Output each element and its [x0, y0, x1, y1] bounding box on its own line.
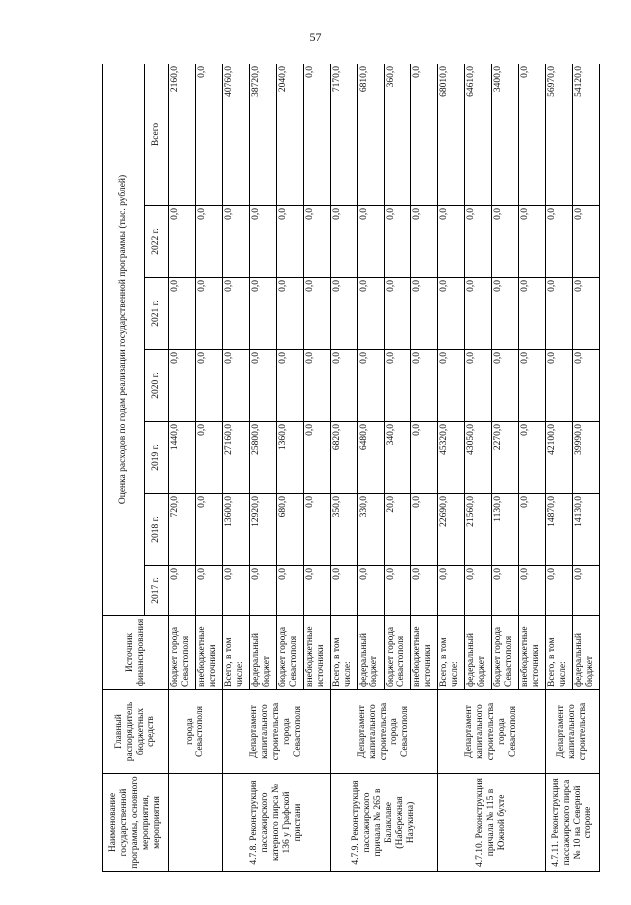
amount-year: 0,0 [222, 566, 249, 616]
amount-year: 2270,0 [492, 422, 519, 494]
amount-year: 0,0 [519, 422, 546, 494]
amount-year: 0,0 [465, 206, 492, 278]
budget-table [102, 64, 600, 872]
amount-year: 0,0 [465, 278, 492, 350]
measure-name: 4.7.8. Реконструкция пассажирского катерного пирса № 136 у Графской пристани [222, 774, 330, 872]
amount-year: 0,0 [249, 566, 276, 616]
amount-year: 0,0 [169, 206, 196, 278]
amount-year: 0,0 [249, 206, 276, 278]
header-executor: Главный распорядитель бюджетных средств [103, 690, 169, 774]
header-year: 2020 г. [145, 350, 169, 422]
amount-year: 0,0 [303, 566, 330, 616]
amount-year: 0,0 [276, 566, 303, 616]
amount-year: 0,0 [519, 494, 546, 566]
amount-year: 0,0 [222, 206, 249, 278]
measure-name: 4.7.9. Реконструкция пассажирского причала № 265 в Балаклаве (Набережная Назукина) [330, 774, 438, 872]
header-source: Источник финансирования [103, 616, 169, 690]
amount-year: 0,0 [573, 350, 600, 422]
funding-source: бюджет города Севастополя [492, 616, 519, 690]
amount-year: 0,0 [276, 206, 303, 278]
funding-source: внебюджетные источники [519, 616, 546, 690]
amount-year: 0,0 [303, 494, 330, 566]
amount-year: 0,0 [438, 566, 465, 616]
amount-year: 0,0 [330, 278, 357, 350]
amount-total: 38720,0 [249, 64, 276, 206]
amount-year: 39990,0 [573, 422, 600, 494]
amount-year: 0,0 [169, 278, 196, 350]
funding-source: Всего, в том числе: [546, 616, 573, 690]
amount-year: 0,0 [492, 566, 519, 616]
amount-year: 330,0 [357, 494, 384, 566]
amount-year: 1440,0 [169, 422, 196, 494]
amount-year: 350,0 [330, 494, 357, 566]
amount-total: 68010,0 [438, 64, 465, 206]
budget-executor: Департамент капитального строительства [546, 690, 600, 774]
table-row [546, 64, 573, 872]
amount-year: 0,0 [438, 278, 465, 350]
budget-executor: Департамент капитального строительства города Севастополя [438, 690, 546, 774]
funding-source: федеральный бюджет [465, 616, 492, 690]
amount-year: 12920,0 [249, 494, 276, 566]
budget-executor: Департамент капитального строительства города Севастополя [222, 690, 330, 774]
amount-year: 0,0 [303, 350, 330, 422]
amount-year: 43050,0 [465, 422, 492, 494]
amount-year: 0,0 [384, 278, 411, 350]
amount-total: 360,0 [384, 64, 411, 206]
amount-year: 0,0 [465, 350, 492, 422]
amount-year: 0,0 [519, 350, 546, 422]
amount-year: 0,0 [411, 278, 438, 350]
amount-year: 0,0 [573, 278, 600, 350]
amount-year: 0,0 [276, 278, 303, 350]
amount-year: 0,0 [411, 206, 438, 278]
amount-year: 0,0 [303, 422, 330, 494]
amount-year: 22690,0 [438, 494, 465, 566]
amount-year: 0,0 [573, 206, 600, 278]
amount-year: 0,0 [195, 278, 222, 350]
amount-year: 0,0 [519, 566, 546, 616]
amount-year: 0,0 [169, 566, 196, 616]
amount-year: 0,0 [411, 350, 438, 422]
amount-year: 0,0 [546, 206, 573, 278]
amount-total: 0,0 [519, 64, 546, 206]
amount-year: 0,0 [276, 350, 303, 422]
header-year: 2021 г. [145, 278, 169, 350]
table-body [169, 64, 600, 872]
amount-total: 7170,0 [330, 64, 357, 206]
amount-year: 0,0 [384, 206, 411, 278]
budget-executor: города Севастополя [169, 690, 223, 774]
amount-year: 25800,0 [249, 422, 276, 494]
amount-total: 40760,0 [222, 64, 249, 206]
amount-total: 6810,0 [357, 64, 384, 206]
header-year: 2017 г. [145, 566, 169, 616]
amount-total: 64610,0 [465, 64, 492, 206]
amount-total: 0,0 [303, 64, 330, 206]
amount-total: 0,0 [195, 64, 222, 206]
amount-year: 0,0 [357, 566, 384, 616]
amount-year: 0,0 [357, 350, 384, 422]
amount-year: 1360,0 [276, 422, 303, 494]
amount-total: 2040,0 [276, 64, 303, 206]
rotated-table-frame [102, 64, 600, 872]
amount-year: 0,0 [195, 206, 222, 278]
amount-year: 340,0 [384, 422, 411, 494]
funding-source: бюджет города Севастополя [276, 616, 303, 690]
amount-year: 20,0 [384, 494, 411, 566]
funding-source: Всего, в том числе: [438, 616, 465, 690]
amount-year: 0,0 [411, 422, 438, 494]
amount-year: 0,0 [492, 350, 519, 422]
amount-year: 0,0 [357, 206, 384, 278]
amount-year: 0,0 [519, 206, 546, 278]
amount-year: 0,0 [357, 278, 384, 350]
funding-source: Всего, в том числе: [222, 616, 249, 690]
budget-executor: Департамент капитального строительства города Севастополя [330, 690, 438, 774]
amount-year: 21560,0 [465, 494, 492, 566]
amount-year: 0,0 [573, 566, 600, 616]
amount-year: 0,0 [492, 206, 519, 278]
funding-source: федеральный бюджет [249, 616, 276, 690]
amount-year: 0,0 [546, 350, 573, 422]
amount-year: 14870,0 [546, 494, 573, 566]
amount-total: 2160,0 [169, 64, 196, 206]
amount-year: 0,0 [438, 350, 465, 422]
amount-year: 0,0 [222, 278, 249, 350]
amount-year: 0,0 [438, 206, 465, 278]
amount-year: 0,0 [195, 350, 222, 422]
amount-year: 0,0 [249, 278, 276, 350]
table-row [438, 64, 465, 872]
amount-year: 0,0 [465, 566, 492, 616]
funding-source: внебюджетные источники [195, 616, 222, 690]
amount-year: 0,0 [249, 350, 276, 422]
amount-year: 0,0 [411, 494, 438, 566]
amount-year: 0,0 [169, 350, 196, 422]
funding-source: бюджет города Севастополя [169, 616, 196, 690]
funding-source: бюджет города Севастополя [384, 616, 411, 690]
page-number: 57 [309, 30, 322, 44]
funding-source: федеральный бюджет [573, 616, 600, 690]
funding-source: Всего, в том числе: [330, 616, 357, 690]
measure-name: 4.7.10. Реконструкция причала № 115 в Южной бухте [438, 774, 546, 872]
header-year: 2018 г. [145, 494, 169, 566]
funding-source: внебюджетные источники [303, 616, 330, 690]
amount-year: 0,0 [195, 422, 222, 494]
amount-year: 0,0 [330, 350, 357, 422]
amount-year: 0,0 [195, 566, 222, 616]
amount-year: 6820,0 [330, 422, 357, 494]
amount-total: 54120,0 [573, 64, 600, 206]
amount-year: 45320,0 [438, 422, 465, 494]
amount-year: 0,0 [492, 278, 519, 350]
amount-year: 0,0 [384, 350, 411, 422]
measure-name [169, 774, 223, 872]
header-estimate: Оценка расходов по годам реализации государственной программы (тыс. рублей) [103, 64, 145, 616]
amount-year: 0,0 [330, 206, 357, 278]
amount-total: 3400,0 [492, 64, 519, 206]
amount-year: 27160,0 [222, 422, 249, 494]
amount-year: 42100,0 [546, 422, 573, 494]
rotated-table-container [102, 64, 600, 872]
header-year: 2019 г. [145, 422, 169, 494]
amount-year: 6480,0 [357, 422, 384, 494]
funding-source: внебюджетные источники [411, 616, 438, 690]
amount-year: 0,0 [411, 566, 438, 616]
header-year: Всего [145, 64, 169, 206]
header-year: 2022 г. [145, 206, 169, 278]
amount-year: 14130,0 [573, 494, 600, 566]
amount-year: 680,0 [276, 494, 303, 566]
table-row [169, 64, 196, 872]
funding-source: федеральный бюджет [357, 616, 384, 690]
amount-year: 0,0 [546, 566, 573, 616]
measure-name: 4.7.11. Реконструкция пассажирского пирса № 10 на Северной стороне [546, 774, 600, 872]
header-name: Наименование государственной программы, основного мероприятия, мероприятия [103, 774, 169, 872]
amount-year: 1130,0 [492, 494, 519, 566]
table-row [222, 64, 249, 872]
amount-year: 0,0 [330, 566, 357, 616]
amount-year: 0,0 [546, 278, 573, 350]
amount-total: 0,0 [411, 64, 438, 206]
amount-year: 0,0 [303, 278, 330, 350]
amount-year: 0,0 [303, 206, 330, 278]
amount-year: 0,0 [519, 278, 546, 350]
amount-year: 13600,0 [222, 494, 249, 566]
amount-year: 0,0 [222, 350, 249, 422]
amount-total: 56970,0 [546, 64, 573, 206]
table-row [330, 64, 357, 872]
amount-year: 0,0 [195, 494, 222, 566]
amount-year: 0,0 [384, 566, 411, 616]
amount-year: 720,0 [169, 494, 196, 566]
